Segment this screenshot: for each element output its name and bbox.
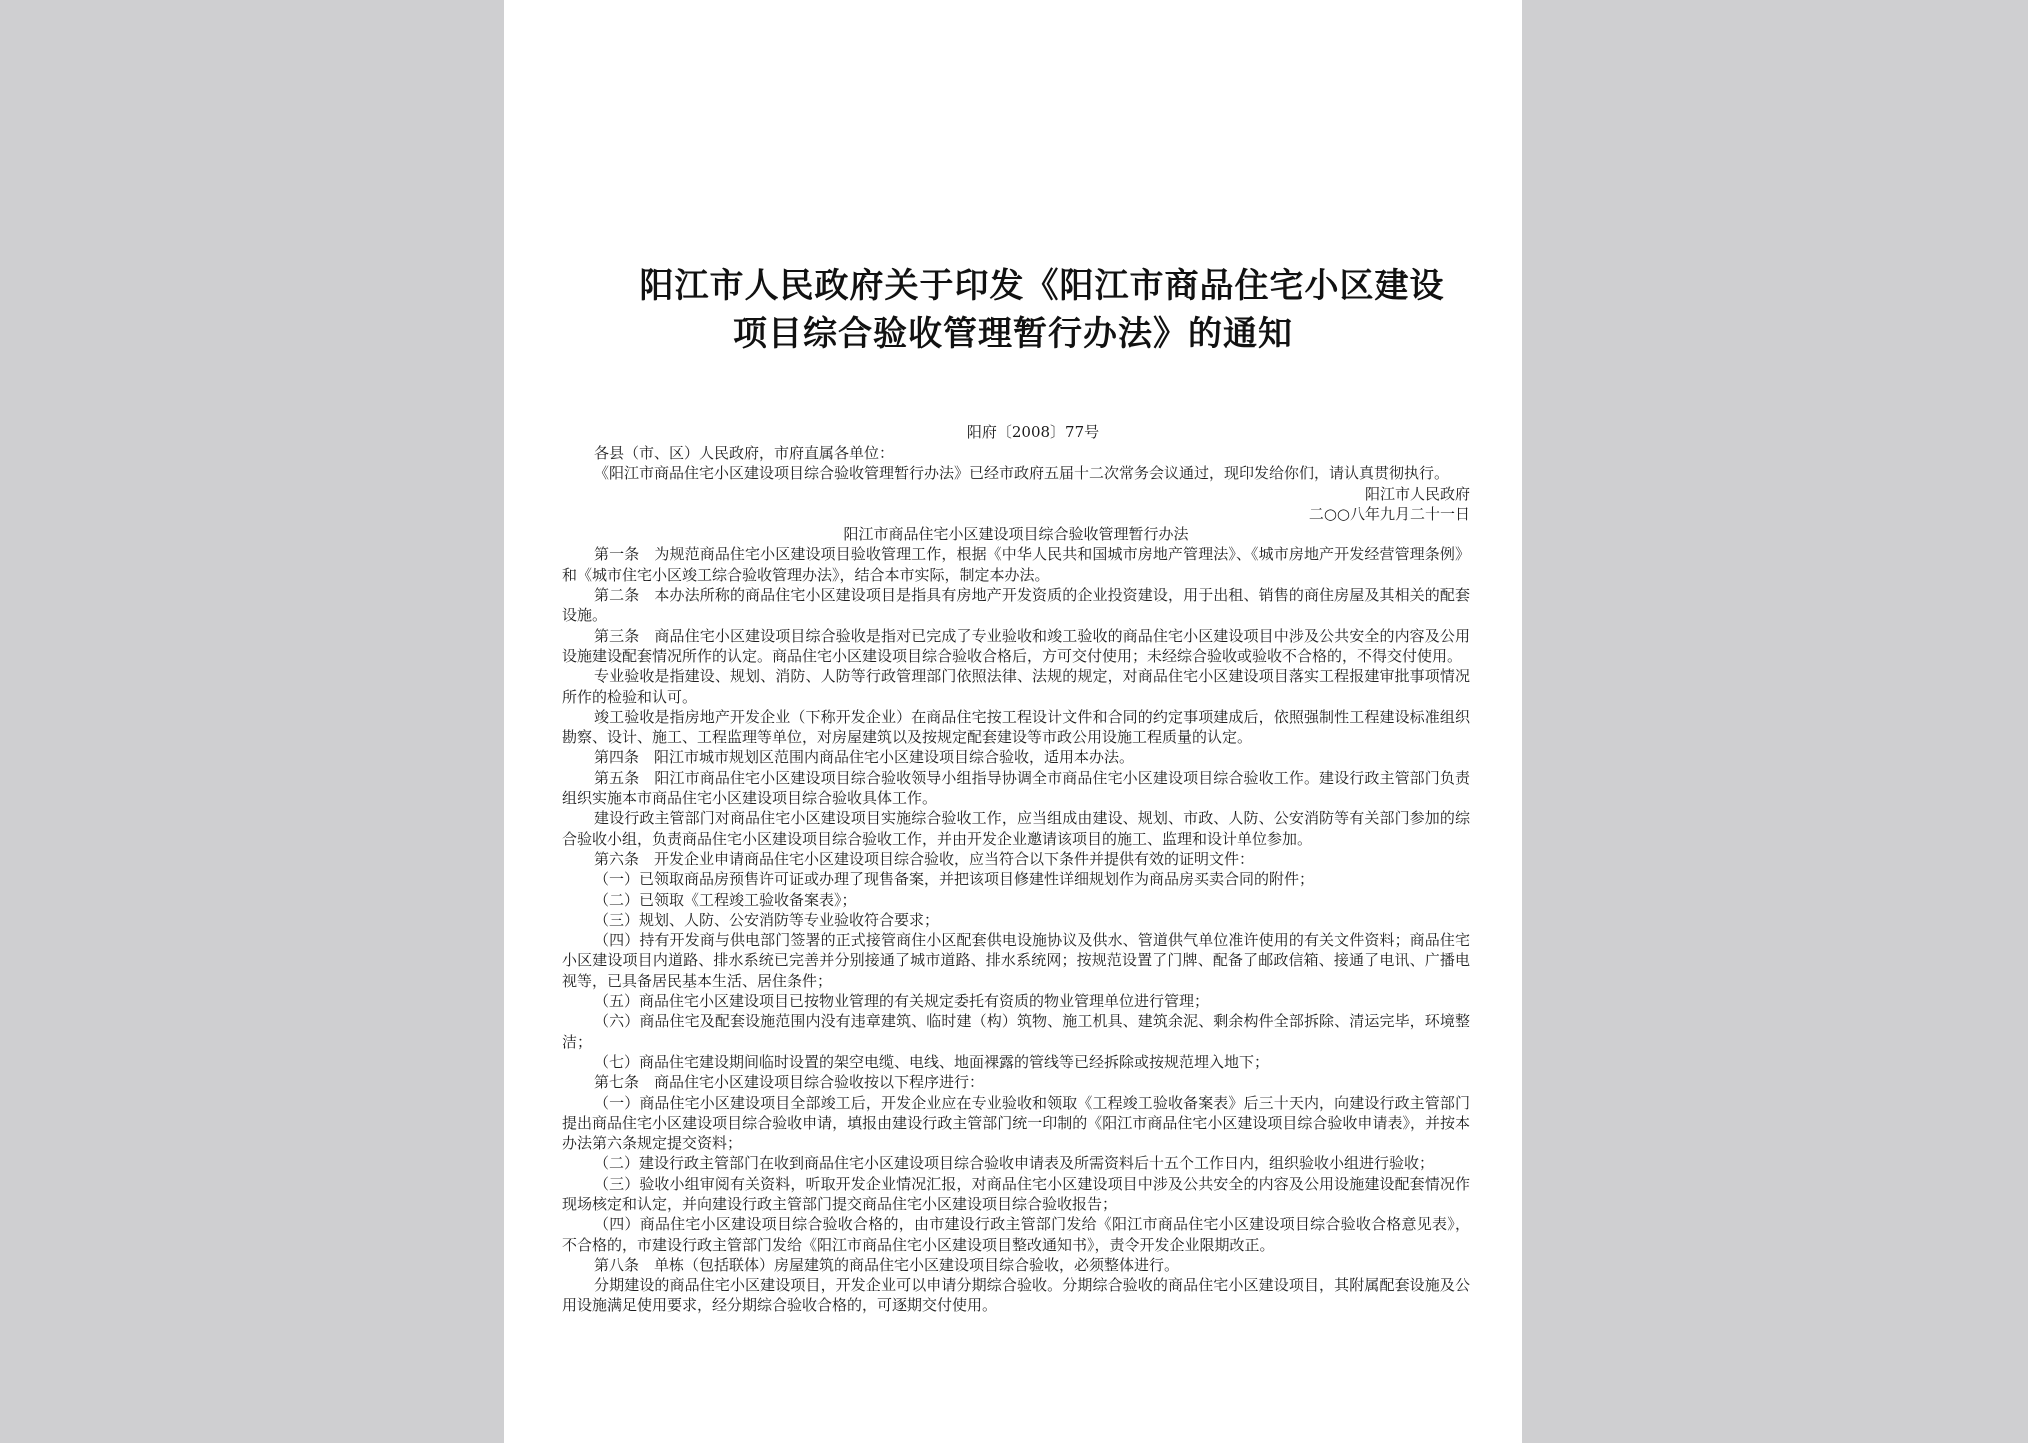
document-page <box>504 0 1522 1443</box>
article-paragraph: 第四条 阳江市城市规划区范围内商品住宅小区建设项目综合验收，适用本办法。 <box>594 748 1135 767</box>
article-paragraph: 第五条 阳江市商品住宅小区建设项目综合验收领导小组指导协调全市商品住宅小区建设项目综合验收工作。建设行政主管部门负责组织实施本市商品住宅小区建设项目综合验收具体工作。 <box>562 768 1470 808</box>
article-paragraph: 专业验收是指建设、规划、消防、人防等行政管理部门依照法律、法规的规定，对商品住宅小区建设项目落实工程报建审批事项情况所作的检验和认可。 <box>562 667 1470 706</box>
article-paragraph: （五）商品住宅小区建设项目已按物业管理的有关规定委托有资质的物业管理单位进行管理； <box>594 992 1210 1011</box>
article-paragraph: （四）持有开发商与供电部门签署的正式接管商住小区配套供电设施协议及供水、管道供气单位准许使用的有关文件资料；商品住宅小区建设项目内道路、排水系统已完善并分别接通了城市道路、排水系统网；按规范设置了门牌、配备了邮政信箱、接通了电讯、广播电视等，已具备居民基本生活、居住条件； <box>562 931 1470 990</box>
title-line-2: 项目综合验收管理暂行办法》的通知 <box>733 314 1293 354</box>
article-paragraph: （六）商品住宅及配套设施范围内没有违章建筑、临时建（构）筑物、施工机具、建筑余泥、剩余构件全部拆除、清运完毕，环境整洁； <box>562 1012 1470 1051</box>
article-paragraph: 第一条 为规范商品住宅小区建设项目验收管理工作，根据《中华人民共和国城市房地产管理法》、《城市房地产开发经营管理条例》和《城市住宅小区竣工综合验收管理办法》，结合本市实际，制定本办法。 <box>562 545 1470 584</box>
article-paragraph: 第三条 商品住宅小区建设项目综合验收是指对已完成了专业验收和竣工验收的商品住宅小区建设项目中涉及公共安全的内容及公用设施建设配套情况所作的认定。商品住宅小区建设项目综合验收合格后，方可交付使用；未经综合验收或验收不合格的，不得交付使用。 <box>562 626 1470 665</box>
article-paragraph: （一）商品住宅小区建设项目全部竣工后，开发企业应在专业验收和领取《工程竣工验收备案表》后三十天内，向建设行政主管部门提出商品住宅小区建设项目综合验收申请，填报由建设行政主管部门统一印制的《阳江市商品住宅小区建设项目综合验收申请表》，并按本办法第六条规定提交资料； <box>562 1093 1470 1153</box>
article-paragraph: （三）规划、人防、公安消防等专业验收符合要求； <box>594 910 940 929</box>
article-paragraph: 第二条 本办法所称的商品住宅小区建设项目是指具有房地产开发资质的企业投资建设，用于出租、销售的商住房屋及其相关的配套设施。 <box>562 586 1470 625</box>
article-paragraph: 第八条 单栋（包括联体）房屋建筑的商品住宅小区建设项目综合验收，必须整体进行。 <box>594 1255 1180 1274</box>
article-paragraph: （三）验收小组审阅有关资料，听取开发企业情况汇报，对商品住宅小区建设项目中涉及公共安全的内容及公用设施建设配套情况作现场核定和认定，并向建设行政主管部门提交商品住宅小区建设项目综合验收报告； <box>562 1174 1470 1213</box>
article-paragraph: 建设行政主管部门对商品住宅小区建设项目实施综合验收工作，应当组成由建设、规划、市政、人防、公安消防等有关部门参加的综合验收小组，负责商品住宅小区建设项目综合验收工作，并由开发企业邀请该项目的施工、监理和设计单位参加。 <box>562 809 1470 848</box>
issue-date: 二○○八年九月二十一日 <box>1308 504 1470 523</box>
article-paragraph: 第七条 商品住宅小区建设项目综合验收按以下程序进行： <box>594 1073 985 1092</box>
article-paragraph: 分期建设的商品住宅小区建设项目，开发企业可以申请分期综合验收。分期综合验收的商品住宅小区建设项目，其附属配套设施及公用设施满足使用要求，经分期综合验收合格的，可逐期交付使用。 <box>562 1276 1470 1315</box>
article-paragraph: （一）已领取商品房预售许可证或办理了现售备案，并把该项目修建性详细规划作为商品房买卖合同的附件； <box>594 870 1315 889</box>
article-paragraph: 竣工验收是指房地产开发企业（下称开发企业）在商品住宅按工程设计文件和合同的约定事项建成后，依照强制性工程建设标准组织勘察、设计、施工、工程监理等单位，对房屋建筑以及按规定配套建设等市政公用设施工程质量的认定。 <box>562 707 1470 747</box>
article-paragraph: （四）商品住宅小区建设项目综合验收合格的，由市建设行政主管部门发给《阳江市商品住宅小区建设项目综合验收合格意见表》，不合格的，市建设行政主管部门发给《阳江市商品住宅小区建设项目整改通知书》，责令开发企业限期改正。 <box>562 1215 1470 1254</box>
article-paragraph: （七）商品住宅建设期间临时设置的架空电缆、电线、地面裸露的管线等已经拆除或按规范埋入地下； <box>594 1052 1270 1071</box>
article-paragraph: （二）已领取《工程竣工验收备案表》； <box>594 890 857 909</box>
document-title <box>504 262 1522 358</box>
salutation: 各县（市、区）人民政府，市府直属各单位： <box>594 444 895 462</box>
issuer: 阳江市人民政府 <box>1364 484 1470 503</box>
document-body <box>562 443 1470 1316</box>
intro-paragraph: 《阳江市商品住宅小区建设项目综合验收管理暂行办法》已经市政府五届十二次常务会议通过，现印发给你们，请认真贯彻执行。 <box>594 464 1450 483</box>
title-line-1: 阳江市人民政府关于印发《阳江市商品住宅小区建设 <box>639 266 1445 306</box>
document-number: 阳府〔2008〕77号 <box>966 423 1100 441</box>
article-paragraph: 第六条 开发企业申请商品住宅小区建设项目综合验收，应当符合以下条件并提供有效的证明文件： <box>594 849 1255 868</box>
article-paragraph: （二）建设行政主管部门在收到商品住宅小区建设项目综合验收申请表及所需资料后十五个工作日内，组织验收小组进行验收； <box>594 1154 1435 1173</box>
measures-title: 阳江市商品住宅小区建设项目综合验收管理暂行办法 <box>843 525 1189 544</box>
